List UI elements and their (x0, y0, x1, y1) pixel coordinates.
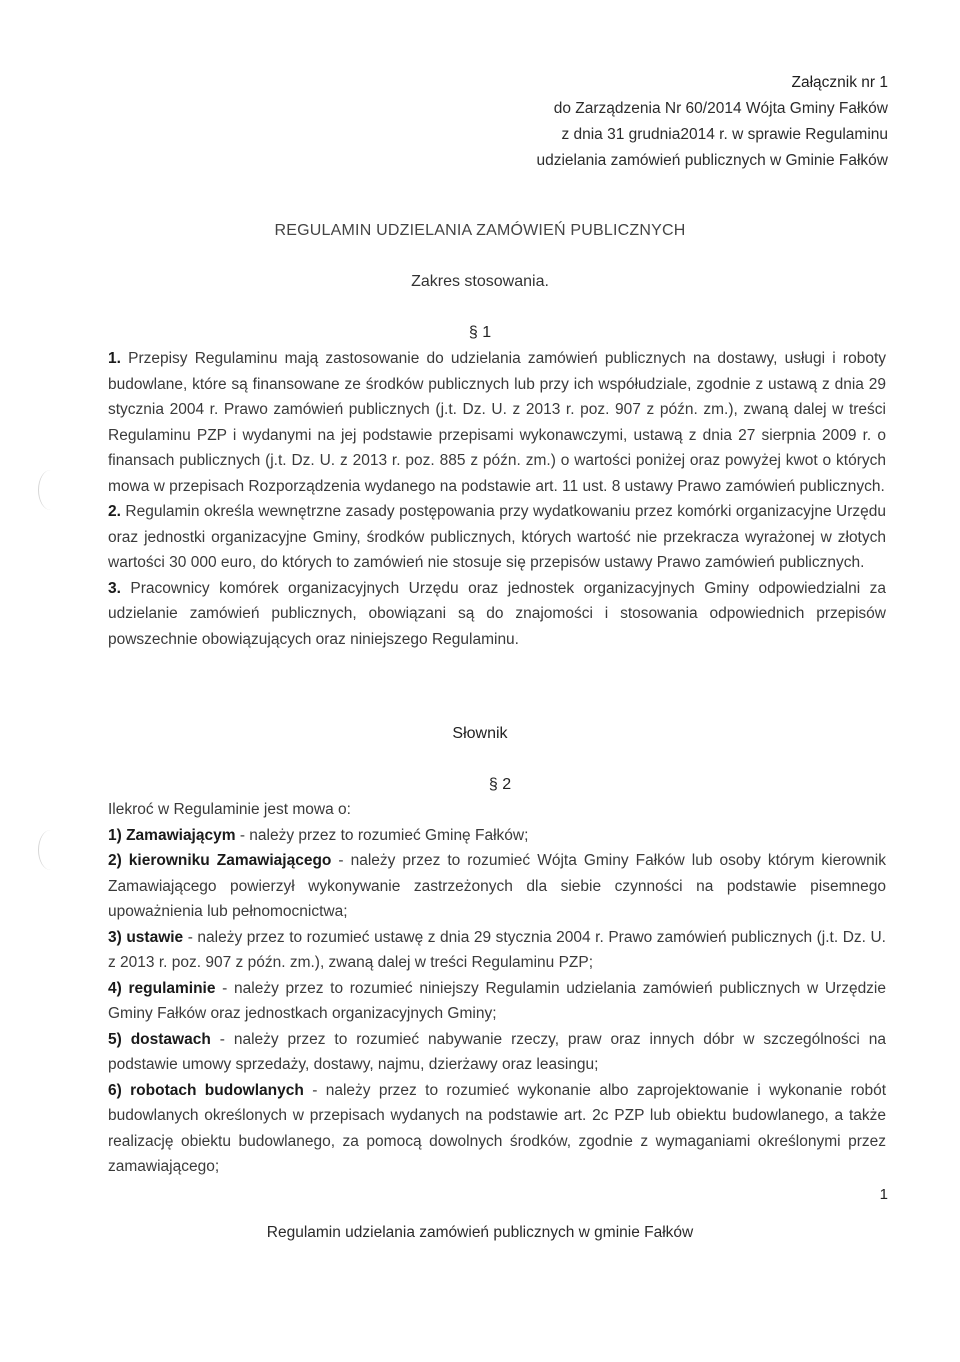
glossary-item (108, 1027, 886, 1078)
glossary-term: 5) dostawach (108, 1030, 211, 1048)
glossary-term: 2) kierowniku Zamawiającego (108, 852, 332, 869)
page-footer: Regulamin udzielania zamówień publicznych w gminie Fałków (266, 1224, 694, 1241)
section-2-sign: § 2 (488, 776, 512, 793)
page-number: 1 (879, 1186, 888, 1203)
header-line: do Zarządzenia Nr 60/2014 Wójta Gminy Fałków (553, 100, 888, 117)
section-1-body (108, 346, 886, 652)
glossary-definition: - należy przez to rozumieć ustawę z dnia 29 stycznia 2004 r. Prawo zamówień publicznych (j.t. Dz. U. z 2013 r. poz. 907 z późn. zm.), zwaną dalej w treści Regulaminu PZP; (108, 928, 886, 971)
scope-heading: Zakres stosowania. (411, 273, 549, 290)
glossary-definition: - należy przez to rozumieć niniejszy Regulamin udzielania zamówień publicznych w Urzędzie Gminy Fałków oraz jednostkach organizacyjnych Gminy; (108, 979, 886, 1022)
glossary-term: 3) ustawie (108, 928, 184, 946)
item-text: Przepisy Regulaminu mają zastosowanie do udzielania zamówień publicznych na dostawy, usługi i roboty budowlane, które są finansowane ze środków publicznych lub przy ich współudziale, zgodnie z ustawą z dnia 29 stycznia 2004 r. Prawo zamówień publicznych (j.t. Dz. U. z 2013 r. poz. 907 z późn. zm.), zwaną dalej w treści Regulaminu PZP i wydanymi na jej podstawie przepisami wykonawczymi, ustawą z dnia 27 sierpnia 2009 r. o finansach publicznych (j.t. Dz. U. z 2013 r. poz. 885 z późn. zm.) o wartości poniżej oraz powyżej kwot o których mowa w przepisach Rozporządzenia wydanego na podstawie art. 11 ust. 8 ustawy Prawo zamówień publicznych. (108, 350, 886, 495)
glossary-definition: - należy przez to rozumieć Gminę Fałków; (235, 826, 529, 844)
header-line: z dnia 31 grudnia2014 r. w sprawie Regulaminu (561, 126, 888, 143)
scan-mark (38, 470, 63, 510)
glossary-definition: - należy przez to rozumieć nabywanie rzeczy, praw oraz innych dóbr w szczególności na podstawie umowy sprzedaży, dostawy, najmu, dzierżawy oraz leasingu; (108, 1030, 886, 1073)
glossary-term: 6) robotach budowlanych (108, 1081, 304, 1099)
item-text: Regulamin określa wewnętrzne zasady postępowania przy wydatkowaniu przez komórki organizacyjne Urzędu oraz jednostki organizacyjne Gminy, środków publicznych, których wartość nie przekracza wyrażonej w złotych wartości 30 000 euro, do których to zamówień nie stosuje się przepisów ustawy Prawo zamówień publicznych. (108, 503, 886, 571)
glossary-heading: Słownik (452, 725, 508, 742)
document-title: REGULAMIN UDZIELANIA ZAMÓWIEŃ PUBLICZNYCH (274, 222, 686, 239)
attachment-label: Załącznik nr 1 (791, 74, 888, 91)
glossary-term: 4) regulaminie (108, 979, 216, 997)
section-1-item (108, 346, 886, 499)
glossary-item (108, 848, 886, 925)
item-number: 3. (108, 579, 121, 597)
glossary-intro: Ilekroć w Regulaminie jest mowa o: (108, 801, 351, 818)
glossary-term: 1) Zamawiającym (108, 826, 236, 844)
glossary-definition: - należy przez to rozumieć Wójta Gminy Fałków lub osoby którym kierownik Zamawiającego powierzył wykonywanie zastrzeżonych dla siebie czynności na podstawie pisemnego upoważnienia lub pełnomocnictwa; (108, 852, 886, 920)
attachment-header (537, 70, 889, 174)
section-1-sign: § 1 (468, 324, 492, 341)
header-line: udzielania zamówień publicznych w Gminie Fałków (536, 152, 888, 169)
scan-mark (38, 830, 63, 870)
glossary-item (108, 1078, 886, 1180)
section-1-item (108, 499, 886, 576)
glossary-item (108, 823, 886, 849)
section-1-item (108, 576, 886, 653)
item-text: Pracownicy komórek organizacyjnych Urzędu oraz jednostek organizacyjnych Gminy odpowiedzialni za udzielanie zamówień publicznych, obowiązani są do znajomości i stosowania odpowiednich przepisów powszechnie obowiązujących oraz niniejszego Regulaminu. (108, 579, 886, 648)
glossary-item (108, 976, 886, 1027)
item-number: 1. (108, 350, 121, 367)
item-number: 2. (108, 503, 121, 520)
glossary-definition: - należy przez to rozumieć wykonanie albo zaprojektowanie i wykonanie robót budowlanych określonych w przepisach wydanych na podstawie art. 2c PZP lub obiektu budowlanego, a także realizację obiektu budowlanego, za pomocą dowolnych środków, zgodnie z wymaganiami określonymi przez zamawiającego; (108, 1081, 886, 1175)
glossary-item (108, 925, 886, 976)
glossary-body (108, 797, 886, 1180)
